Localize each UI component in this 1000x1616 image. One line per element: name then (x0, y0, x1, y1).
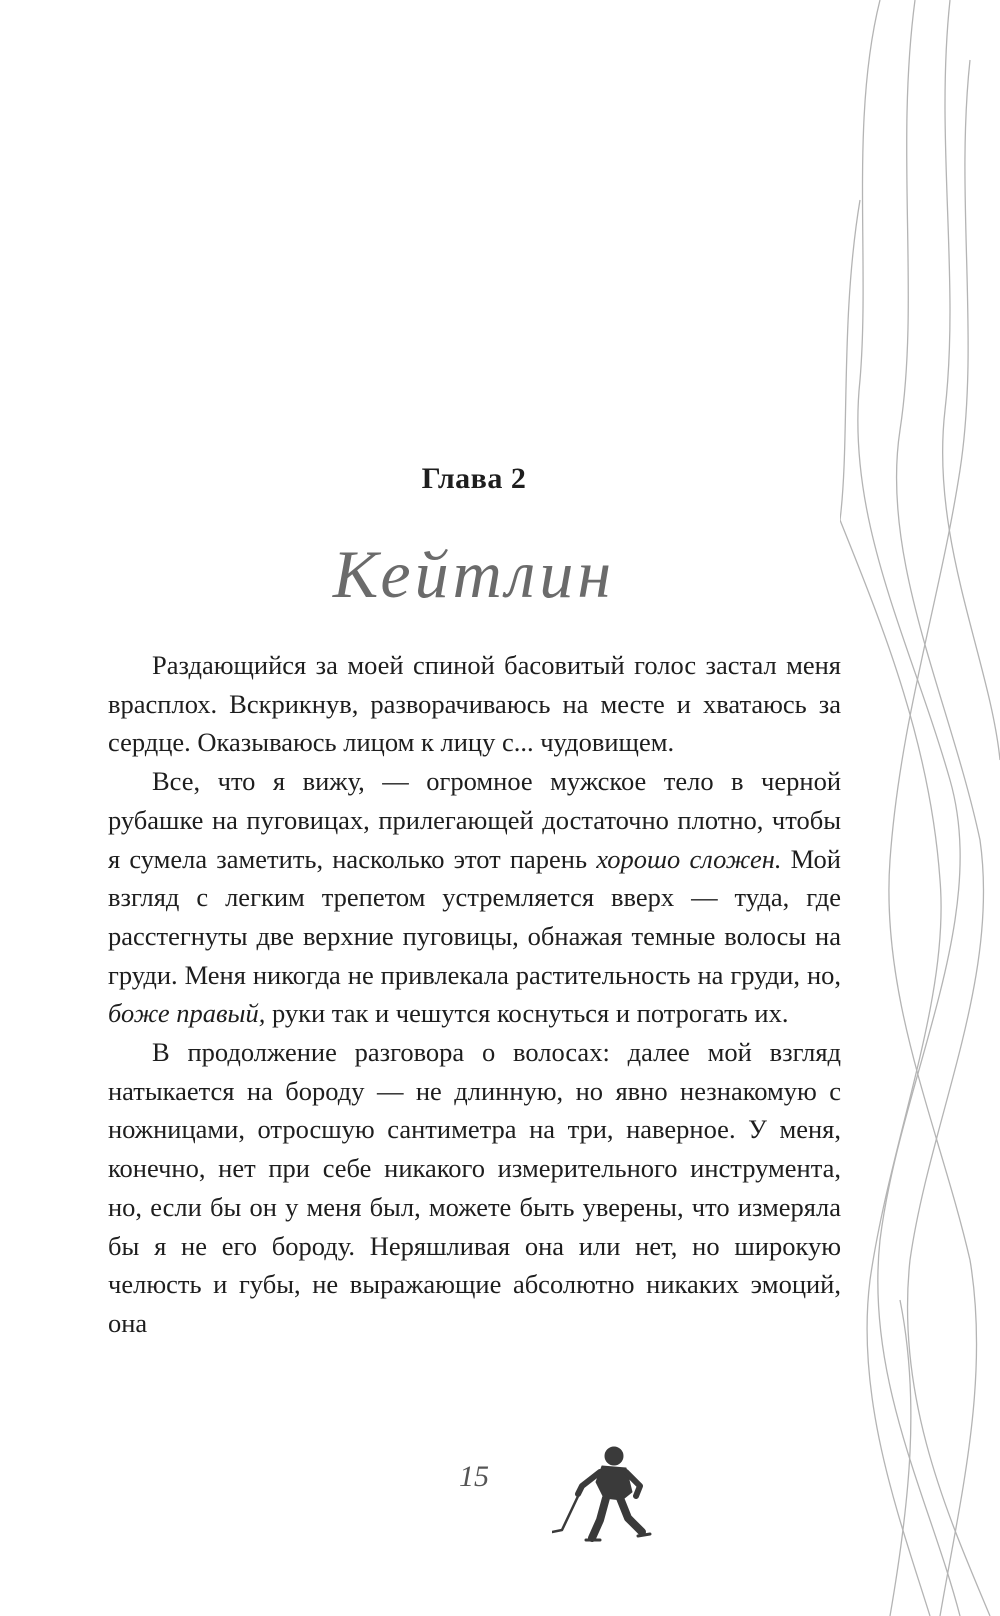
page-number: 15 (459, 1460, 489, 1493)
decorative-wave-lines (840, 0, 1000, 1616)
paragraph (108, 646, 841, 762)
body-text (108, 646, 841, 1343)
chapter-title: Кейтлин (332, 536, 616, 612)
italic-text: боже правый, (108, 998, 266, 1029)
italic-text: хорошо сложен. (596, 843, 782, 874)
text-segment: руки так и чешутся коснуться и потрогать их. (265, 998, 789, 1029)
hockey-player-icon (552, 1442, 662, 1552)
paragraph (108, 762, 841, 1033)
text-segment: Все, что я вижу, — огромное мужское тело в черной рубашке на пуговицах, прилегающей достаточно плотно, чтобы я сумела заметить, насколько этот парень (108, 766, 841, 874)
chapter-number: Глава 2 (421, 462, 527, 495)
text-segment: Мой взгляд с легким трепетом устремляется вверх — туда, где расстегнуты две верхние пуговицы, обнажая темные волосы на груди. Меня никогда не привлекала растительность на груди, но, (108, 843, 841, 990)
text-segment: В продолжение разговора о волосах: далее мой взгляд натыкается на бороду — не длинную, но явно незнакомую с ножницами, отросшую сантиметра на три, наверное. У меня, конечно, нет при себе никакого измерительного инструмента, но, если бы он у меня был, можете быть уверены, что измеряла бы я не его бороду. Неряшливая она или нет, но широкую челюсть и губы, не выражающие абсолютно никаких эмоций, она (108, 1037, 841, 1338)
paragraph (108, 1033, 841, 1343)
text-segment: Раздающийся за моей спиной басовитый голос застал меня врасплох. Вскрикнув, разворачиваюсь на месте и хватаюсь за сердце. Оказываюсь лицом к лицу с... чудовищем. (108, 650, 841, 758)
